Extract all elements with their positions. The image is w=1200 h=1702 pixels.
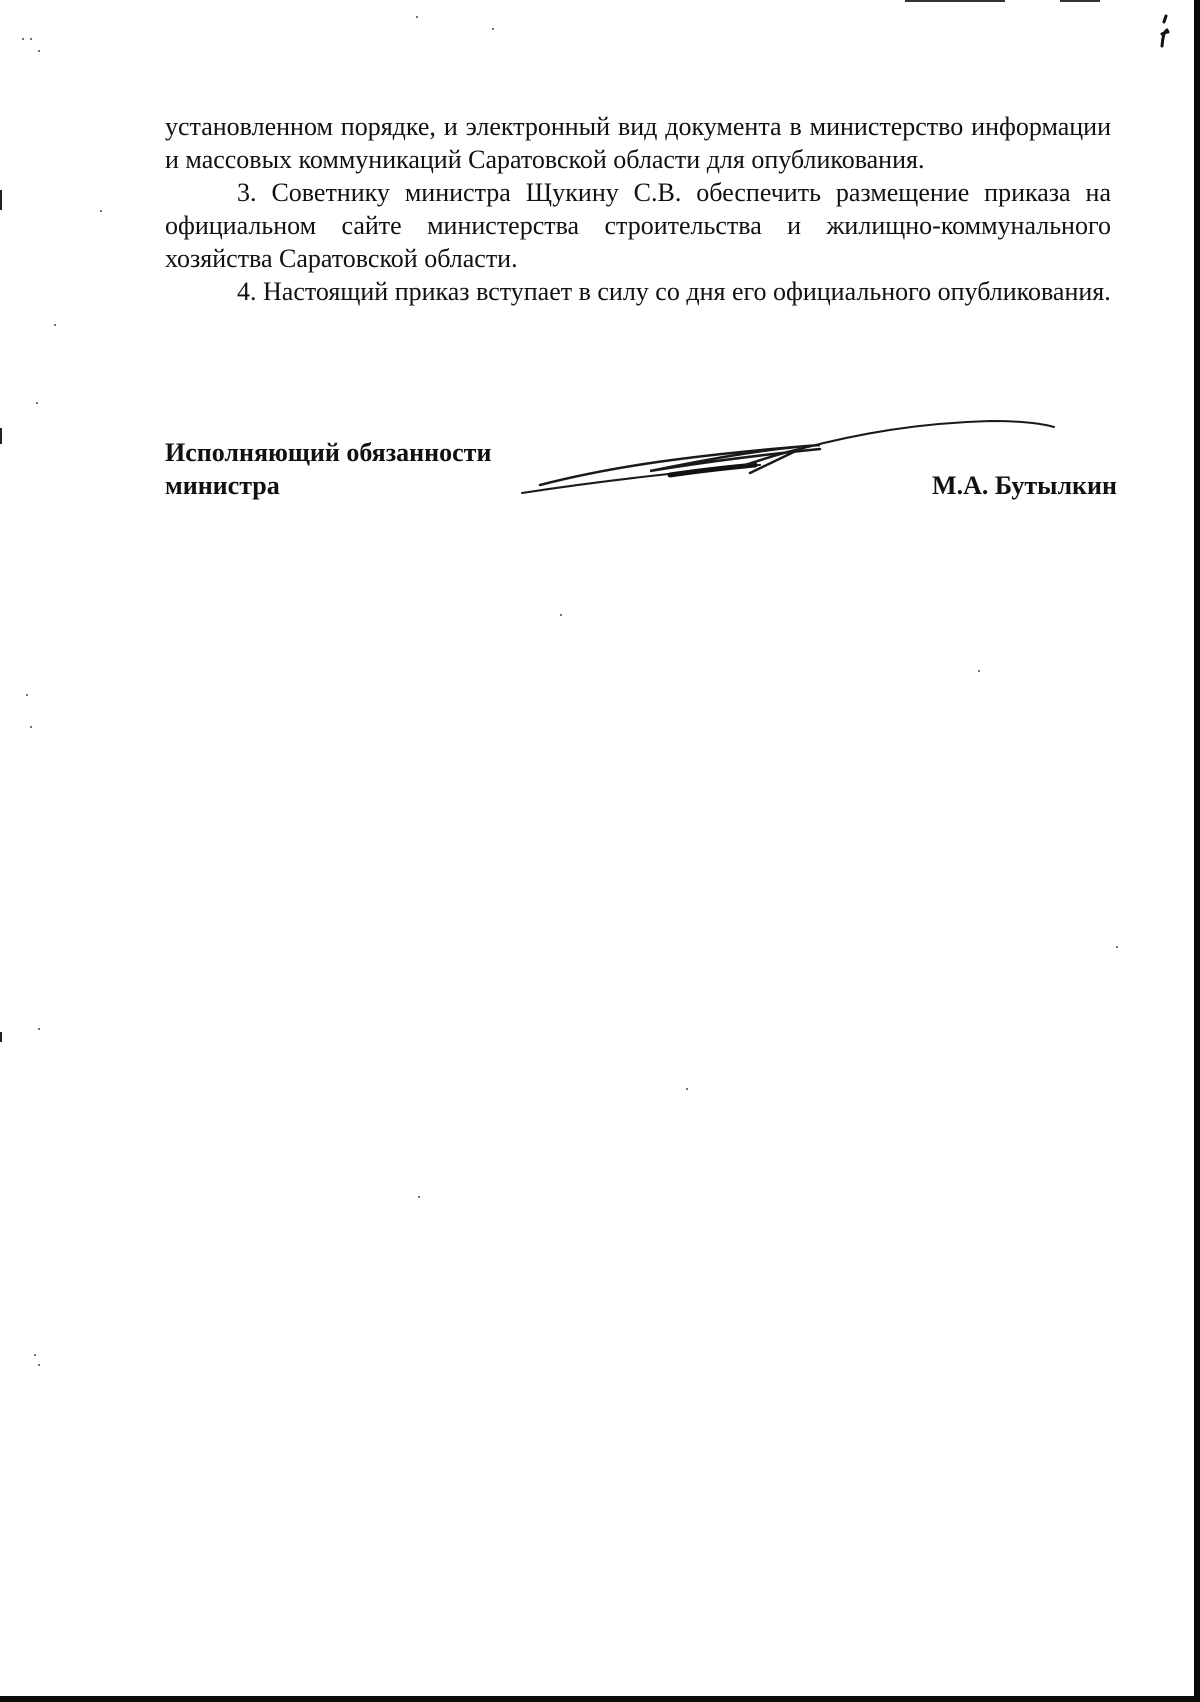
signatory-title-line1: Исполняющий обязанности xyxy=(165,438,492,467)
scan-mark xyxy=(0,428,2,444)
paragraph-item-4: 4. Настоящий приказ вступает в силу со дня его официального опубликования. xyxy=(237,277,1111,306)
scan-mark xyxy=(0,1032,2,1042)
scan-speck xyxy=(36,402,38,404)
scan-mark xyxy=(905,0,1005,2)
signatory-name: М.А. Бутылкин xyxy=(932,471,1117,500)
scan-speck xyxy=(686,1088,688,1090)
signatory-title xyxy=(165,436,491,502)
document-body xyxy=(165,110,1111,308)
scan-speck xyxy=(38,1364,40,1366)
signatory-title-line2: министра xyxy=(165,471,280,500)
scan-speck xyxy=(560,614,562,616)
scan-edge-bottom xyxy=(0,1696,1200,1702)
corner-mark-icon xyxy=(1152,12,1172,48)
scan-speck xyxy=(978,670,980,672)
scan-mark xyxy=(1060,0,1100,2)
scan-speck xyxy=(22,38,24,40)
scan-speck xyxy=(34,1354,36,1356)
scan-edge-right xyxy=(1194,0,1200,1702)
scan-speck xyxy=(30,726,32,728)
paragraph-item-3: 3. Советнику министра Щукину С.В. обеспечить размещение приказа на официальном сайте министерства строительства и жилищно-коммунального хозяйства Саратовской области. xyxy=(165,178,1111,273)
scan-speck xyxy=(26,694,28,696)
scan-speck xyxy=(38,50,40,52)
paragraph-publication: установленном порядке, и электронный вид документа в министерство информации и массовых коммуникаций Саратовской области для опубликования. xyxy=(165,112,1111,174)
scan-speck xyxy=(30,38,32,40)
scan-speck xyxy=(38,1028,40,1030)
scan-speck xyxy=(54,324,56,326)
scan-speck xyxy=(1116,946,1118,948)
scan-speck xyxy=(100,210,102,212)
scan-speck xyxy=(492,28,494,30)
scan-speck xyxy=(416,16,418,18)
signature-block xyxy=(165,436,1117,506)
scan-speck xyxy=(418,1196,420,1198)
scan-mark xyxy=(0,190,2,210)
